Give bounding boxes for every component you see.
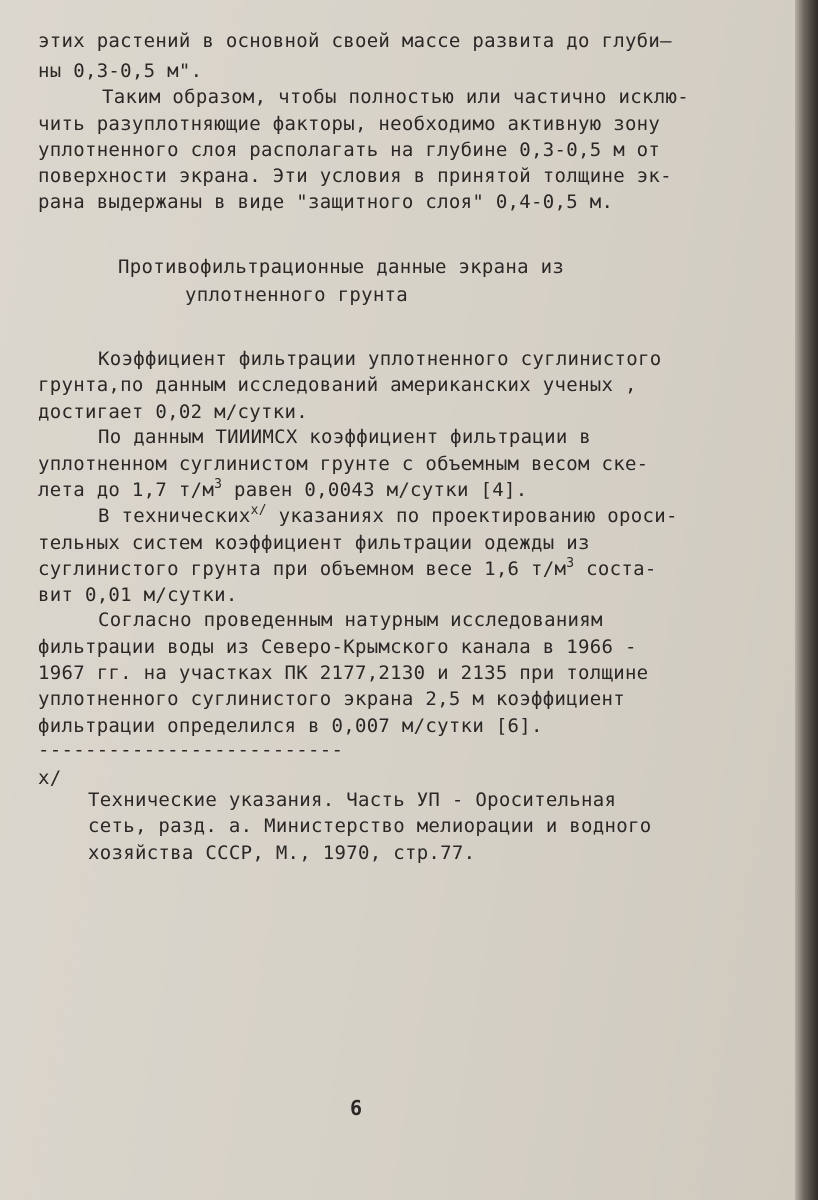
text-line: По данным ТИИИМСХ коэффициент фильтрации в [98,426,592,448]
text-line: тельных систем коэффициент фильтрации одежды из [38,532,590,554]
text-line: этих растений в основной своей массе развита до глуби– [38,30,672,52]
page-number: 6 [350,1096,363,1120]
text-line: фильтрации воды из Северо-Крымского канала в 1966 - [38,636,637,658]
text-line: рана выдержаны в виде "защитного слоя" 0,4-0,5 м. [38,191,614,213]
footnote-text: Технические указания. Часть УП - Оросительная [88,789,617,811]
text-segment: равен 0,0043 м/сутки [4]. [222,479,528,501]
page-edge-shadow [795,0,818,1200]
text-line: Согласно проведенным натурным исследованиям [98,609,603,631]
section-heading: Противофильтрационные данные экрана из [118,256,565,278]
text-line: Коэффициент фильтрации уплотненного суглинистого [98,348,662,370]
text-line: 1967 гг. на участках ПК 2177,2130 и 2135 при толщине [38,662,649,684]
section-heading: уплотненного грунта [185,284,409,306]
footnote-rule: -------------------------- [38,739,344,761]
text-segment: указаниях по проектированию ороси- [266,505,678,527]
text-line: вит 0,01 м/сутки. [38,584,238,606]
text-line: фильтрации определился в 0,007 м/сутки [6]. [38,715,543,737]
text-segment: В технических [98,505,251,527]
footnote-text: хозяйства СССР, М., 1970, стр.77. [88,842,476,864]
text-segment: суглинистого грунта при объемном весе 1,6 т/м [38,558,567,580]
superscript: 3 [214,477,223,492]
text-line: поверхности экрана. Эти условия в принятой толщине эк- [38,165,672,187]
text-line: уплотненного слоя располагать на глубине 0,3-0,5 м от [38,139,661,161]
text-line: чить разуплотняющие факторы, необходимо активную зону [38,113,661,135]
text-line [98,503,678,529]
text-segment: лета до 1,7 т/м [38,479,215,501]
superscript: 3 [566,556,575,571]
footnote-marker: x/ [38,767,62,789]
text-line: ны 0,3-0,5 м". [38,60,203,82]
text-line: грунта,по данным исследований американских ученых , [38,374,637,396]
text-line: достигает 0,02 м/сутки. [38,401,308,423]
text-line [38,556,657,582]
text-line: Таким образом, чтобы полностью или частично исклю- [102,86,689,108]
text-line: уплотненного суглинистого экрана 2,5 м коэффициент [38,688,625,710]
text-line [38,477,527,503]
text-line: уплотненном суглинистом грунте с объемным весом ске- [38,453,649,475]
text-segment: соста- [574,558,657,580]
footnote-text: сеть, разд. а. Министерство мелиорации и водного [88,815,652,837]
footnote-marker: x/ [250,503,267,518]
